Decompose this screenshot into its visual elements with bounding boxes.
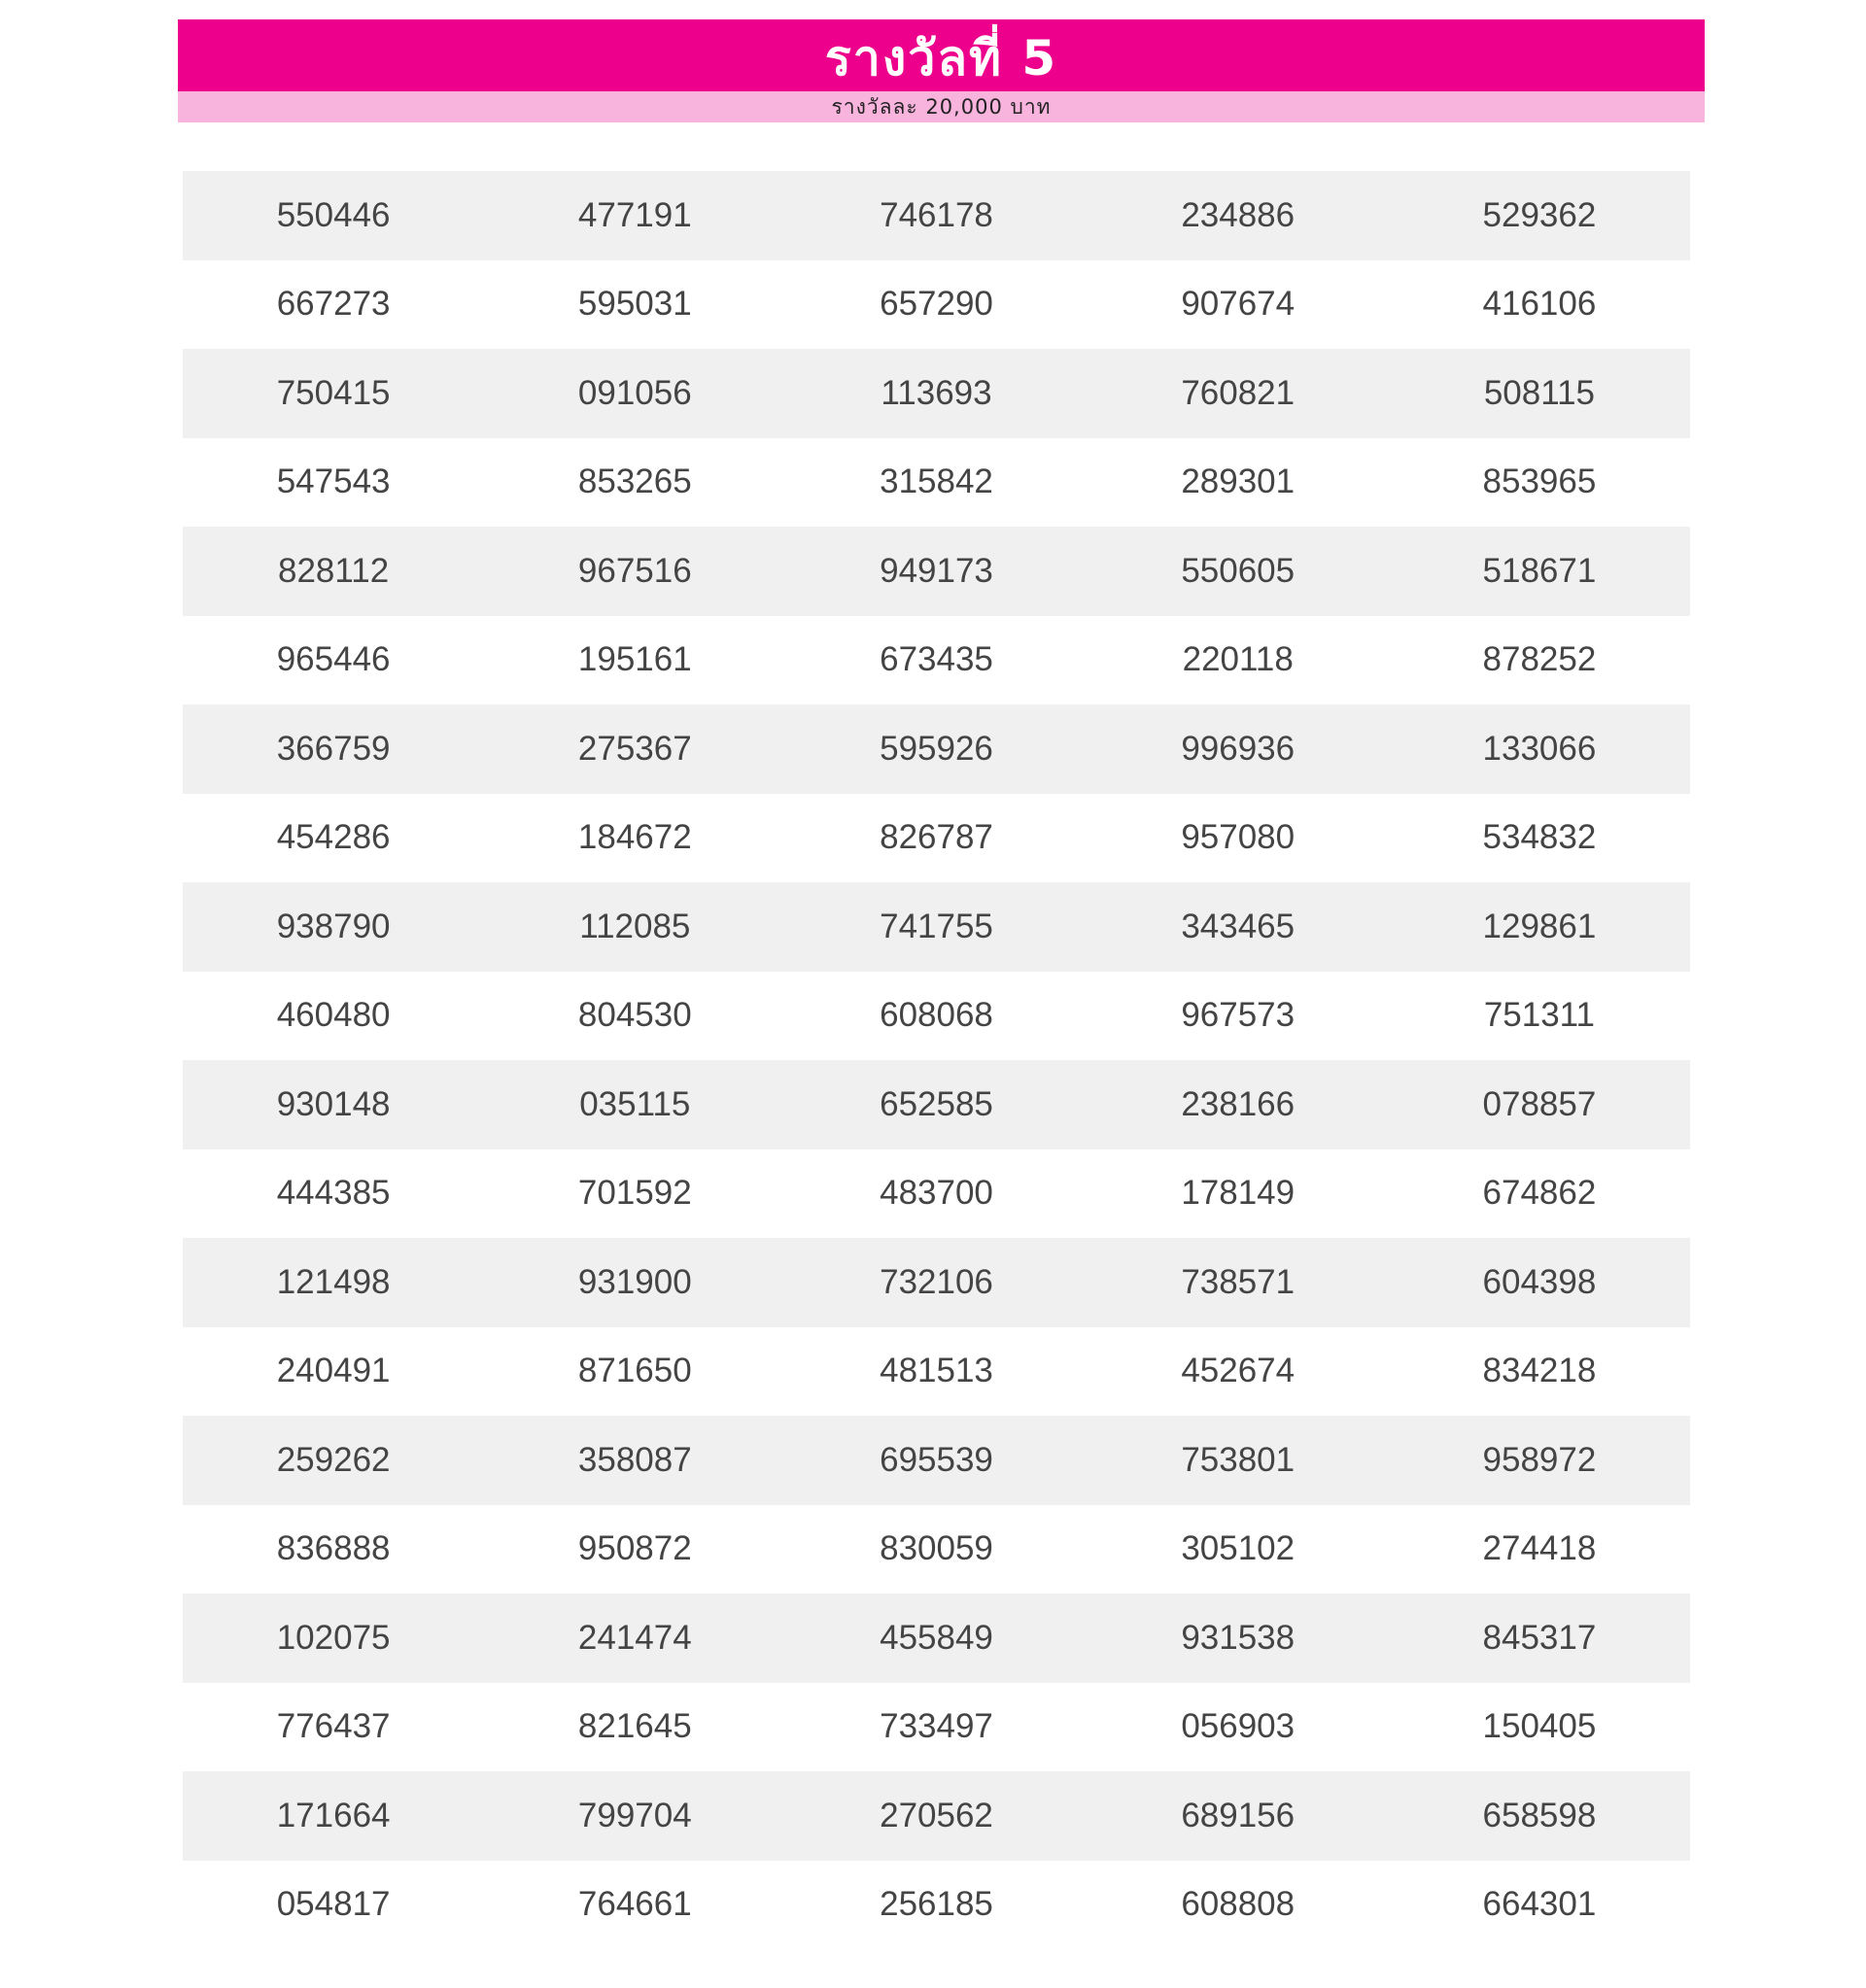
winning-number: 741755 <box>880 907 993 945</box>
table-row <box>183 1416 1690 1505</box>
winning-number: 826787 <box>880 818 993 857</box>
winning-number: 657290 <box>880 285 993 324</box>
winning-number: 256185 <box>880 1885 993 1924</box>
table-row <box>183 1683 1690 1772</box>
prize-title: รางวัลที่ 5 <box>824 30 1058 86</box>
winning-number: 664301 <box>1482 1885 1597 1924</box>
table-row <box>183 527 1690 616</box>
table-row <box>183 349 1690 438</box>
winning-number: 274418 <box>1482 1529 1597 1568</box>
winning-number: 455849 <box>880 1618 993 1657</box>
winning-number: 550605 <box>1181 551 1296 590</box>
winning-number: 608068 <box>880 996 993 1035</box>
winning-number: 460480 <box>276 996 391 1035</box>
winning-number: 738571 <box>1181 1262 1296 1301</box>
winning-number: 220118 <box>1182 640 1294 679</box>
winning-number: 240491 <box>276 1352 391 1390</box>
winning-number: 689156 <box>1181 1796 1296 1834</box>
table-row <box>183 1594 1690 1683</box>
winning-number: 113693 <box>881 373 992 412</box>
winning-number: 760821 <box>1181 373 1296 412</box>
winning-number: 764661 <box>577 1885 692 1924</box>
winning-number: 804530 <box>577 996 692 1035</box>
winning-number: 416106 <box>1482 285 1597 324</box>
winning-number: 343465 <box>1181 907 1296 945</box>
winning-number: 259262 <box>276 1440 391 1479</box>
winning-number: 931538 <box>1181 1618 1296 1657</box>
winning-number: 078857 <box>1482 1084 1597 1123</box>
table-row <box>183 438 1690 528</box>
winning-number: 112085 <box>579 907 691 945</box>
winning-number: 931900 <box>577 1262 692 1301</box>
winning-number: 184672 <box>577 818 692 857</box>
winning-number: 529362 <box>1482 195 1597 234</box>
table-row <box>183 171 1690 260</box>
winning-number: 746178 <box>880 195 993 234</box>
winning-number: 967516 <box>577 551 692 590</box>
winning-number: 595031 <box>577 285 692 324</box>
table-row <box>183 794 1690 883</box>
winning-number: 950872 <box>577 1529 692 1568</box>
winning-number: 275367 <box>577 729 692 768</box>
winning-number: 878252 <box>1482 640 1597 679</box>
winning-number: 178149 <box>1181 1174 1296 1213</box>
winning-number: 753801 <box>1181 1440 1296 1479</box>
winning-number: 673435 <box>880 640 993 679</box>
winning-number: 830059 <box>880 1529 993 1568</box>
winning-number: 733497 <box>880 1707 993 1746</box>
winning-number: 315842 <box>880 463 993 501</box>
winning-number: 452674 <box>1181 1352 1296 1390</box>
winning-number: 949173 <box>880 551 993 590</box>
winning-number: 289301 <box>1181 463 1296 501</box>
winning-number: 595926 <box>880 729 993 768</box>
winning-number: 701592 <box>577 1174 692 1213</box>
winning-number: 305102 <box>1181 1529 1296 1568</box>
prize-banner-subtitle-bar <box>178 91 1705 122</box>
winning-number: 056903 <box>1181 1707 1296 1746</box>
winning-number: 930148 <box>276 1084 391 1123</box>
winning-number: 907674 <box>1181 285 1296 324</box>
winning-number: 608808 <box>1181 1885 1296 1924</box>
winning-number: 821645 <box>577 1707 692 1746</box>
table-row <box>183 1060 1690 1149</box>
winning-number: 035115 <box>579 1084 691 1123</box>
prize-banner-title-bar <box>178 19 1705 91</box>
winning-number: 366759 <box>276 729 391 768</box>
winning-number: 845317 <box>1482 1618 1597 1657</box>
winning-number: 483700 <box>880 1174 993 1213</box>
winning-number: 454286 <box>276 818 391 857</box>
table-row <box>183 704 1690 794</box>
winning-number: 150405 <box>1482 1707 1597 1746</box>
winning-number: 871650 <box>577 1352 692 1390</box>
winning-number: 550446 <box>276 195 391 234</box>
winning-number: 732106 <box>880 1262 993 1301</box>
winning-number: 241474 <box>577 1618 692 1657</box>
table-row <box>183 1505 1690 1594</box>
winning-number: 828112 <box>278 551 390 590</box>
winning-number: 652585 <box>880 1084 993 1123</box>
winning-number: 776437 <box>276 1707 391 1746</box>
winning-number: 658598 <box>1482 1796 1597 1834</box>
winning-number: 967573 <box>1181 996 1296 1035</box>
winning-number: 518671 <box>1482 551 1597 590</box>
table-row <box>183 616 1690 705</box>
winning-number: 853965 <box>1482 463 1597 501</box>
winning-number: 091056 <box>577 373 692 412</box>
winning-number: 481513 <box>880 1352 993 1390</box>
winning-number: 054817 <box>276 1885 391 1924</box>
winning-number: 102075 <box>276 1618 391 1657</box>
winning-numbers-table <box>183 171 1690 1949</box>
table-row <box>183 972 1690 1061</box>
winning-number: 195161 <box>577 640 692 679</box>
winning-number: 938790 <box>276 907 391 945</box>
winning-number: 444385 <box>276 1174 391 1213</box>
winning-number: 129861 <box>1482 907 1597 945</box>
winning-number: 133066 <box>1482 729 1597 768</box>
table-row <box>183 1238 1690 1327</box>
winning-number: 965446 <box>276 640 391 679</box>
table-row <box>183 260 1690 350</box>
winning-number: 799704 <box>577 1796 692 1834</box>
table-row <box>183 1861 1690 1950</box>
winning-number: 836888 <box>276 1529 391 1568</box>
prize-amount: รางวัลละ 20,000 บาท <box>831 95 1052 119</box>
winning-number: 358087 <box>577 1440 692 1479</box>
winning-number: 674862 <box>1482 1174 1597 1213</box>
winning-number: 750415 <box>276 373 391 412</box>
winning-number: 996936 <box>1181 729 1296 768</box>
winning-number: 121498 <box>276 1262 391 1301</box>
prize-banner <box>178 19 1705 122</box>
winning-number: 270562 <box>880 1796 993 1834</box>
winning-number: 958972 <box>1482 1440 1597 1479</box>
winning-number: 234886 <box>1181 195 1296 234</box>
winning-number: 508115 <box>1483 373 1596 412</box>
table-row <box>183 882 1690 972</box>
winning-number: 853265 <box>577 463 692 501</box>
winning-number: 477191 <box>577 195 692 234</box>
winning-number: 695539 <box>880 1440 993 1479</box>
winning-number: 834218 <box>1482 1352 1597 1390</box>
winning-number: 171664 <box>276 1796 391 1834</box>
table-row <box>183 1771 1690 1861</box>
winning-number: 604398 <box>1482 1262 1597 1301</box>
winning-number: 547543 <box>276 463 391 501</box>
winning-number: 238166 <box>1181 1084 1296 1123</box>
table-row <box>183 1327 1690 1417</box>
winning-number: 957080 <box>1181 818 1296 857</box>
winning-number: 534832 <box>1482 818 1597 857</box>
winning-number: 751311 <box>1483 996 1596 1035</box>
table-row <box>183 1149 1690 1239</box>
winning-number: 667273 <box>276 285 391 324</box>
